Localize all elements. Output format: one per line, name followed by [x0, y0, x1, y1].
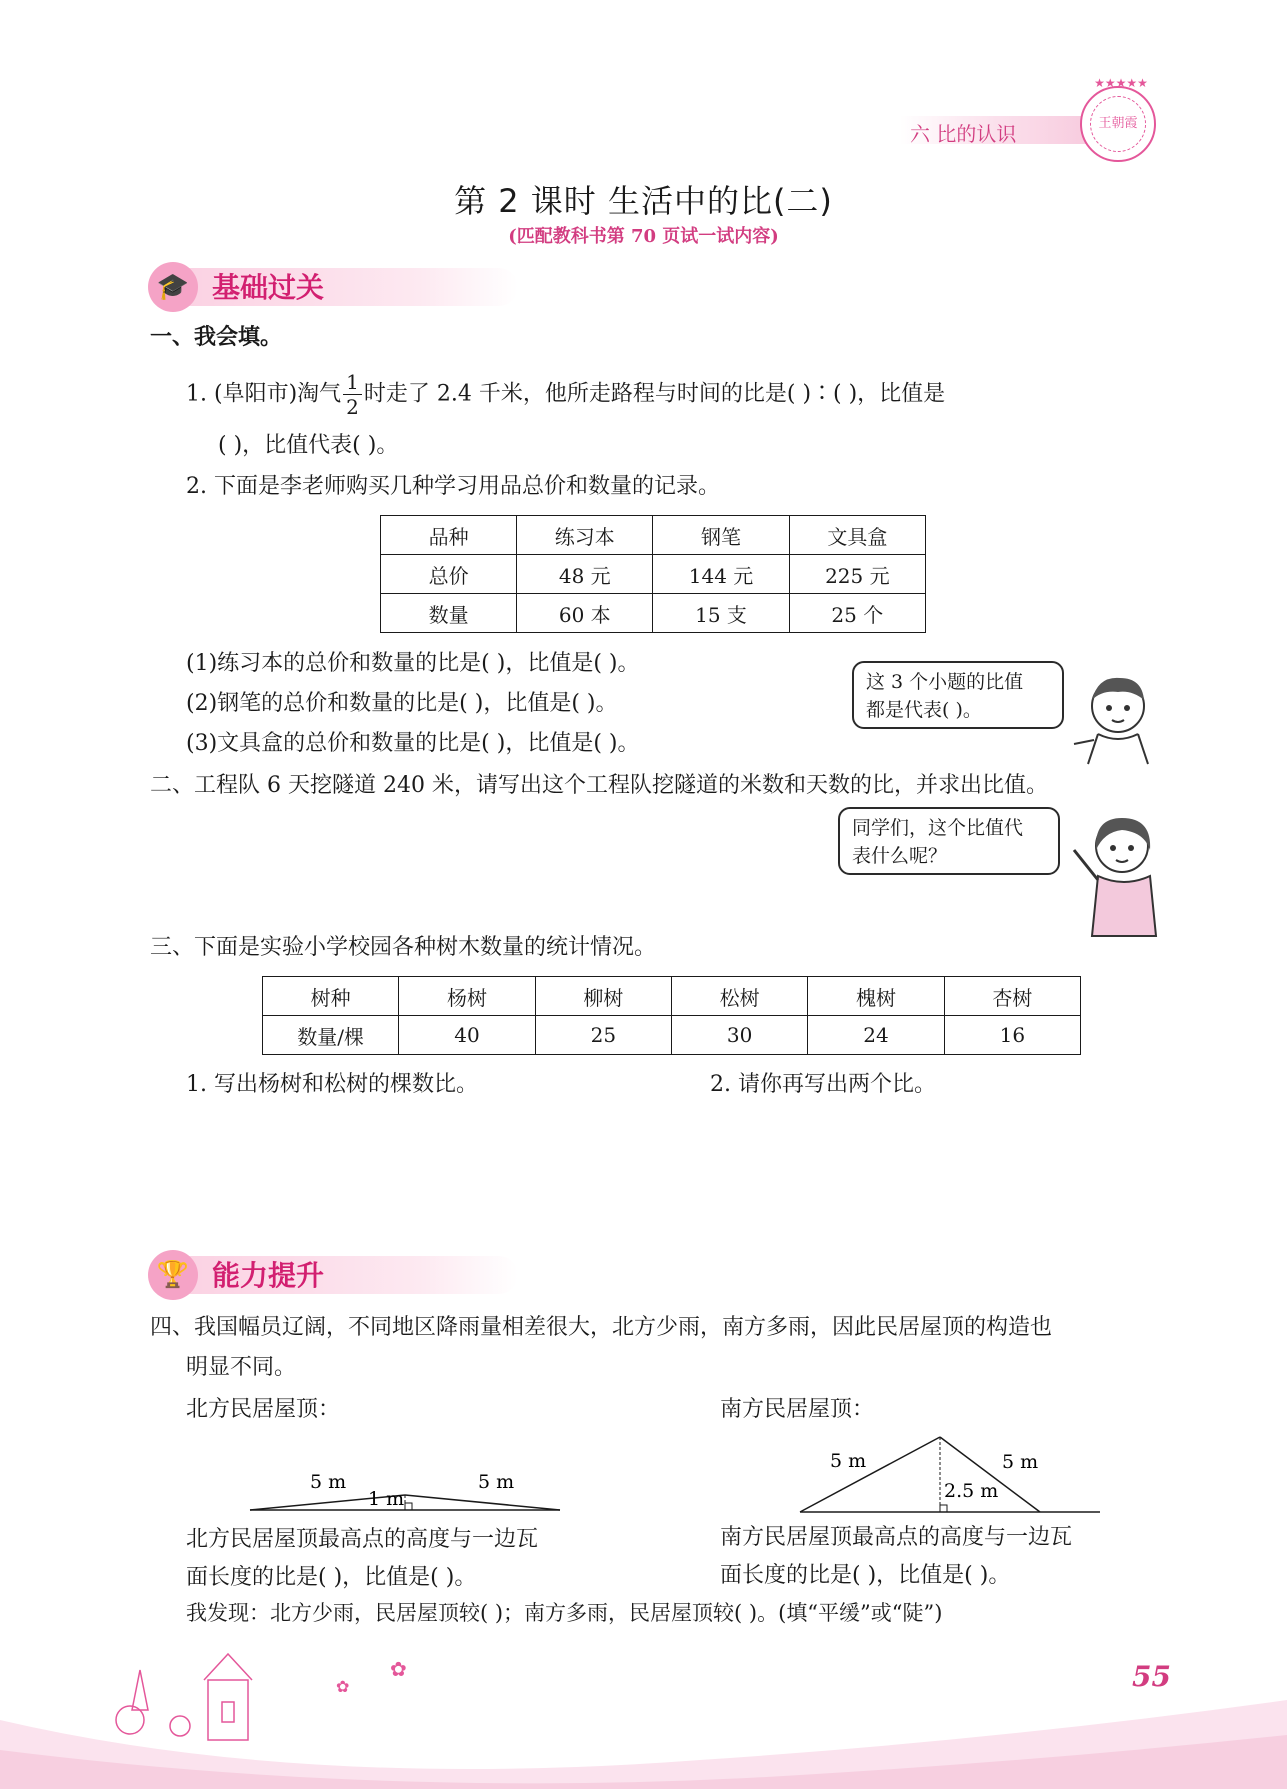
- table-header-row: [263, 977, 1081, 1016]
- question-1-heading: 一、我会填。: [150, 324, 283, 350]
- roof-side-right: [405, 1495, 560, 1510]
- table-row: [381, 594, 926, 633]
- right-angle-mark: [405, 1503, 412, 1510]
- lesson-subtitle: (匹配教科书第 70 页试一试内容): [508, 226, 779, 247]
- table-cell: 144 元: [653, 555, 789, 594]
- q1-item1-prefix: 1. (阜阳市)淘气: [186, 381, 342, 407]
- q3-sub1: 1. 写出杨树和松树的棵数比。: [186, 1072, 478, 1097]
- table-row: [381, 555, 926, 594]
- q1-item1: [186, 372, 945, 417]
- boy-avatar-icon: [1068, 668, 1158, 768]
- speech-bubble-boy: [852, 661, 1064, 729]
- footer-decoration: [0, 1640, 1287, 1789]
- brand-seal: [1080, 76, 1156, 162]
- table-cell: 25 个: [789, 594, 925, 633]
- north-question-line2: 面长度的比是( )，比值是( )。: [186, 1565, 477, 1590]
- page-number: 55: [1132, 1660, 1171, 1693]
- q1-sub1: (1)练习本的总价和数量的比是( )，比值是( )。: [186, 651, 640, 676]
- trees-table: [262, 976, 1081, 1055]
- table-cell: 总价: [381, 555, 517, 594]
- north-side-right-label: 5 m: [478, 1471, 515, 1493]
- table-cell: 40: [399, 1016, 535, 1055]
- fraction-denominator: 2: [346, 395, 359, 419]
- table-cell: 文具盒: [789, 516, 925, 555]
- table-cell: 225 元: [789, 555, 925, 594]
- seal-stars-icon: ★★★★★: [1094, 76, 1148, 90]
- q1-item2: 2. 下面是李老师购买几种学习用品总价和数量的记录。: [186, 474, 720, 499]
- flower-icon: ✿: [390, 1657, 407, 1681]
- section-title: 能力提升: [212, 1259, 325, 1292]
- table-cell: 数量/棵: [263, 1016, 399, 1055]
- bubble-line: 这 3 个小题的比值: [866, 671, 1024, 693]
- question-2-heading: 二、工程队 6 天挖隧道 240 米，请写出这个工程队挖隧道的米数和天数的比，并求出比值。: [150, 773, 1048, 798]
- finding-line: 我发现：北方少雨，民居屋顶较( )；南方多雨，民居屋顶较( )。(填“平缓”或“陡”): [186, 1601, 943, 1625]
- castle-icon: [116, 1654, 252, 1740]
- graduation-cap-icon: 🎓: [148, 262, 198, 312]
- chapter-label: 六 比的认识: [910, 122, 1017, 146]
- fraction-one-half: [343, 372, 362, 417]
- section-banner-advanced: [148, 1250, 528, 1302]
- speech-bubble-teacher: [838, 807, 1060, 875]
- table-cell: 树种: [263, 977, 399, 1016]
- lesson-title: 第 2 课时 生活中的比(二): [454, 182, 833, 220]
- south-roof-diagram: [790, 1432, 1110, 1522]
- table-cell: 60 本: [517, 594, 653, 633]
- south-question-line1: 南方民居屋顶最高点的高度与一边瓦: [720, 1525, 1073, 1550]
- south-side-right-label: 5 m: [1002, 1451, 1039, 1473]
- table-cell: 柳树: [535, 977, 671, 1016]
- table-cell: 24: [808, 1016, 944, 1055]
- q1-item1-suffix: 时走了 2.4 千米，他所走路程与时间的比是( )∶( )，比值是: [363, 381, 946, 407]
- table-cell: 30: [671, 1016, 807, 1055]
- q3-sub2: 2. 请你再写出两个比。: [710, 1072, 936, 1097]
- right-angle-mark: [940, 1505, 947, 1512]
- table-cell: 松树: [671, 977, 807, 1016]
- table-cell: 练习本: [517, 516, 653, 555]
- question-4-heading-line1: 四、我国幅员辽阔，不同地区降雨量相差很大，北方少雨，南方多雨，因此民居屋顶的构造也: [150, 1315, 1053, 1340]
- supplies-table: [380, 515, 926, 633]
- table-cell: 数量: [381, 594, 517, 633]
- seal-text: 王朝霞: [1098, 116, 1138, 131]
- table-header-row: [381, 516, 926, 555]
- south-roof-label: 南方民居屋顶：: [720, 1397, 875, 1422]
- north-height-label: 1 m: [368, 1488, 405, 1510]
- north-roof-diagram: [240, 1460, 570, 1520]
- trophy-icon: 🏆: [148, 1250, 198, 1300]
- flower-icon: ✿: [336, 1677, 350, 1696]
- q1-sub3: (3)文具盒的总价和数量的比是( )，比值是( )。: [186, 731, 640, 756]
- q1-sub2: (2)钢笔的总价和数量的比是( )，比值是( )。: [186, 691, 618, 716]
- bubble-line: 都是代表( )。: [866, 698, 982, 721]
- south-side-left-label: 5 m: [830, 1450, 867, 1472]
- table-cell: 16: [944, 1016, 1080, 1055]
- table-cell: 25: [535, 1016, 671, 1055]
- bubble-line: 同学们，这个比值代: [852, 817, 1024, 839]
- table-cell: 槐树: [808, 977, 944, 1016]
- bubble-line: 表什么呢？: [852, 844, 948, 867]
- table-cell: 48 元: [517, 555, 653, 594]
- south-height-label: 2.5 m: [944, 1480, 999, 1502]
- roof-side-left: [800, 1437, 940, 1512]
- north-side-left-label: 5 m: [310, 1471, 347, 1493]
- teacher-avatar-icon: [1066, 810, 1166, 938]
- table-cell: 品种: [381, 516, 517, 555]
- table-cell: 15 支: [653, 594, 789, 633]
- table-cell: 杨树: [399, 977, 535, 1016]
- north-roof-label: 北方民居屋顶：: [186, 1397, 341, 1422]
- section-banner-basic: [148, 262, 528, 314]
- fraction-numerator: 1: [343, 372, 362, 395]
- question-4-heading-line2: 明显不同。: [186, 1355, 297, 1380]
- table-row: [263, 1016, 1081, 1055]
- south-question-line2: 面长度的比是( )，比值是( )。: [720, 1563, 1011, 1588]
- table-cell: 杏树: [944, 977, 1080, 1016]
- q1-item1-line2: ( )，比值代表( )。: [218, 433, 399, 458]
- question-3-heading: 三、下面是实验小学校园各种树木数量的统计情况。: [150, 935, 657, 960]
- section-title: 基础过关: [212, 271, 325, 304]
- table-cell: 钢笔: [653, 516, 789, 555]
- north-question-line1: 北方民居屋顶最高点的高度与一边瓦: [186, 1527, 539, 1552]
